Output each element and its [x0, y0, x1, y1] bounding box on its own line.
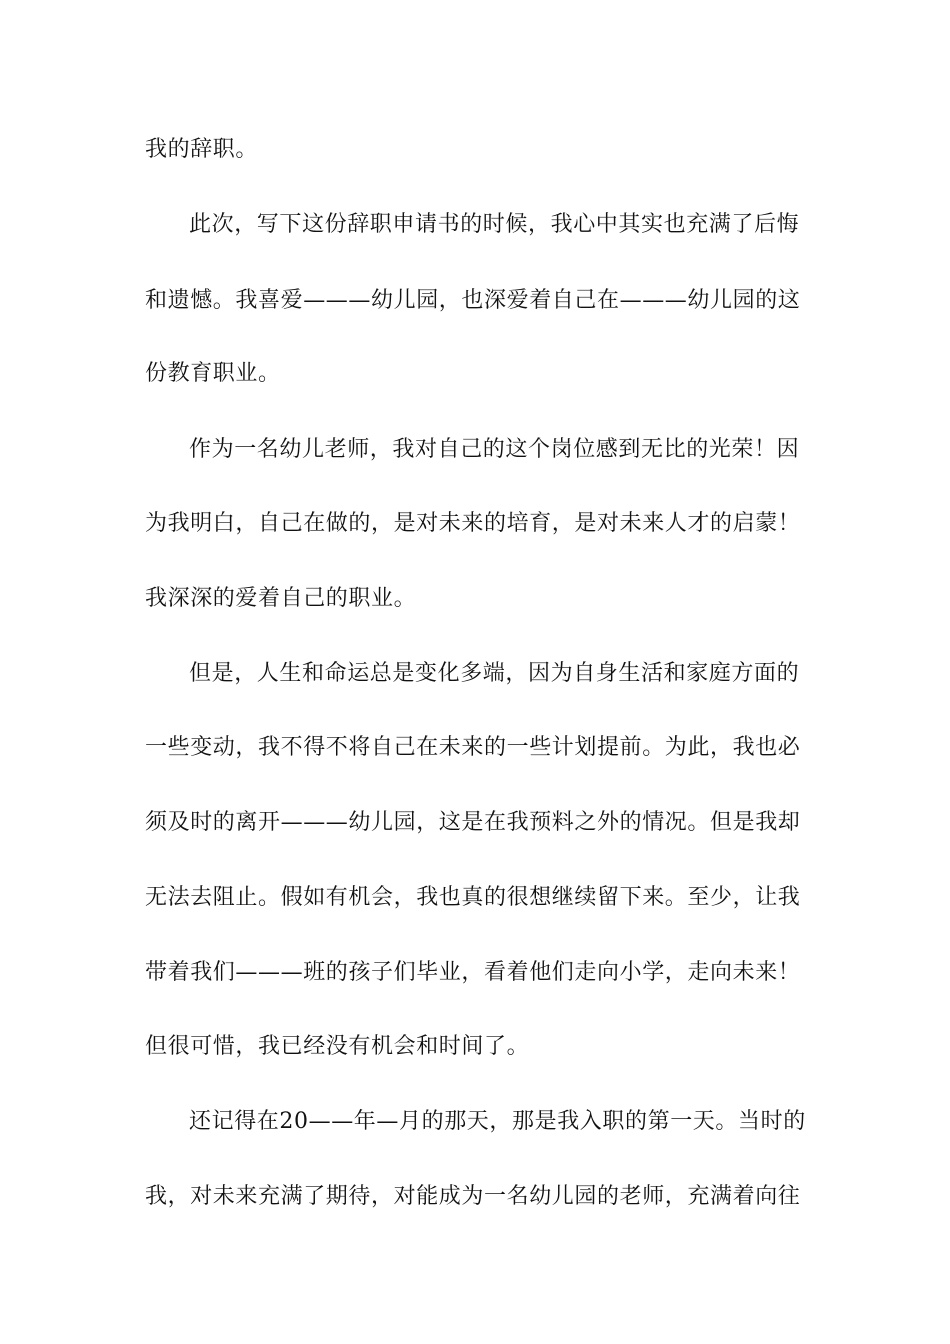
text-line: 我，对未来充满了期待，对能成为一名幼儿园的老师，充满着向往	[145, 1184, 801, 1209]
text-line: 和遗憾。我喜爱———幼儿园，也深爱着自己在———幼儿园的这	[145, 288, 801, 313]
text-line: 份教育职业。	[145, 361, 281, 386]
paragraph-start-line: 作为一名幼儿老师，我对自己的这个岗位感到无比的光荣！因	[189, 437, 800, 462]
paragraph-start-line: 此次，写下这份辞职申请书的时候，我心中其实也充满了后悔	[189, 212, 800, 237]
text-line: 无法去阻止。假如有机会，我也真的很想继续留下来。至少，让我	[145, 885, 801, 910]
text-line: 但很可惜，我已经没有机会和时间了。	[145, 1034, 530, 1059]
paragraph-start-line: 但是，人生和命运总是变化多端，因为自身生活和家庭方面的	[189, 661, 800, 686]
text-line: 一些变动，我不得不将自己在未来的一些计划提前。为此，我也必	[145, 735, 801, 760]
text-line: 我深深的爱着自己的职业。	[145, 586, 417, 611]
text-line: 带着我们———班的孩子们毕业，看着他们走向小学，走向未来！	[145, 960, 801, 985]
paragraph-start-line: 还记得在20——年—月的那天，那是我入职的第一天。当时的	[189, 1109, 806, 1134]
text-line: 我的辞职。	[145, 137, 259, 162]
text-line: 须及时的离开———幼儿园，这是在我预料之外的情况。但是我却	[145, 810, 801, 835]
text-line: 为我明白，自己在做的，是对未来的培育，是对未来人才的启蒙！	[145, 511, 801, 536]
